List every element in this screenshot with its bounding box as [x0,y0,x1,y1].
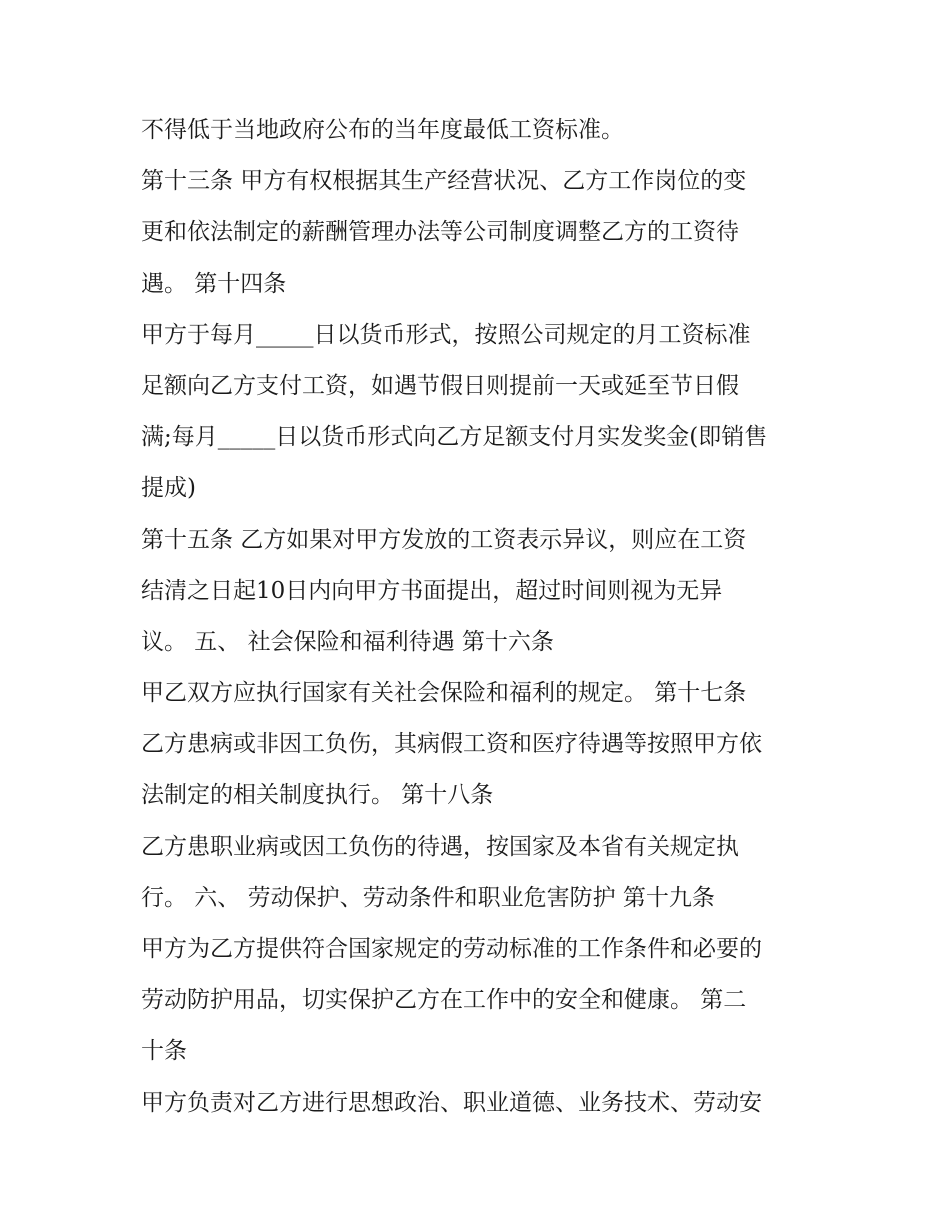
text-line: 遇。 第十四条 [141,270,287,297]
text-line: 议。 五、 社会保险和福利待遇 第十六条 [141,628,554,655]
text-line: 足额向乙方支付工资，如遇节假日则提前一天或延至节日假 [141,372,739,399]
text-line: 结清之日起10日内向甲方书面提出，超过时间则视为无异 [141,577,723,604]
text-line: 甲方负责对乙方进行思想政治、职业道德、业务技术、劳动安 [141,1089,762,1116]
contract-text [141,105,821,1129]
text-line: 更和依法制定的薪酬管理办法等公司制度调整乙方的工资待 [141,219,739,246]
text-line: 劳动防护用品，切实保护乙方在工作中的安全和健康。 第二 [141,987,747,1014]
text-line: 行。 六、 劳动保护、劳动条件和职业危害防护 第十九条 [141,884,715,911]
text-line: 甲方于每月_____日以货币形式，按照公司规定的月工资标准 [141,321,751,348]
text-line: 乙方患职业病或因工负伤的待遇，按国家及本省有关规定执 [141,833,739,860]
text-line: 第十五条 乙方如果对甲方发放的工资表示异议，则应在工资 [141,526,747,553]
text-line: 甲乙双方应执行国家有关社会保险和福利的规定。 第十七条 [141,680,747,707]
text-line: 满;每月_____日以货币形式向乙方足额支付月实发奖金(即销售 [141,424,768,451]
text-line: 法制定的相关制度执行。 第十八条 [141,782,494,809]
text-line: 十条 [141,1038,187,1065]
text-line: 乙方患病或非因工负伤，其病假工资和医疗待遇等按照甲方依 [141,731,762,758]
text-line: 提成) [141,475,196,502]
text-line: 甲方为乙方提供符合国家规定的劳动标准的工作条件和必要的 [141,936,762,962]
text-line: 不得低于当地政府公布的当年度最低工资标准。 [141,117,624,143]
text-line: 第十三条 甲方有权根据其生产经营状况、乙方工作岗位的变 [141,168,747,195]
